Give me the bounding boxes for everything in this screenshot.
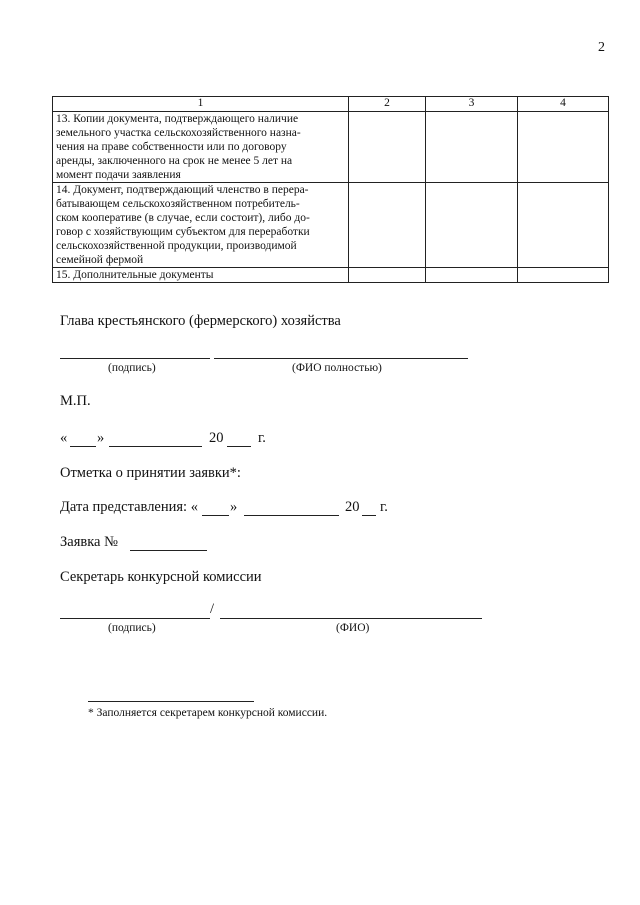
table-cell-empty[interactable] — [349, 183, 426, 268]
secretary-signature-caption: (подпись) — [108, 622, 156, 634]
table-cell-empty[interactable] — [349, 112, 426, 183]
column-header-4: 4 — [518, 97, 609, 112]
secretary-separator: / — [210, 601, 215, 617]
submission-month-field[interactable] — [244, 515, 339, 516]
application-number-label: Заявка № — [60, 534, 118, 550]
submission-day-field[interactable] — [202, 515, 229, 516]
table-cell-empty[interactable] — [518, 268, 609, 283]
head-title: Глава крестьянского (фермерского) хозяйства — [60, 313, 341, 329]
submission-date-label: Дата представления: « — [60, 499, 198, 515]
head-signature-line[interactable] — [60, 358, 210, 359]
head-name-line[interactable] — [214, 358, 468, 359]
date-open-quote: « — [60, 430, 68, 446]
table-header-row — [53, 97, 609, 112]
footnote: * Заполняется секретарем конкурсной комиссии. — [88, 707, 328, 719]
secretary-name-caption: (ФИО) — [336, 622, 370, 634]
submission-year-field[interactable] — [362, 515, 376, 516]
column-header-3: 3 — [426, 97, 518, 112]
stamp-label: М.П. — [60, 393, 91, 409]
secretary-title: Секретарь конкурсной комиссии — [60, 569, 262, 585]
table-row — [53, 112, 609, 183]
document-item-14 — [53, 183, 349, 268]
table-row-line: земельного участка сельскохозяйственного назна- — [56, 127, 301, 139]
submission-year-prefix: 20 — [345, 499, 360, 515]
secretary-signature-line[interactable] — [60, 618, 210, 619]
date-day-field[interactable] — [70, 446, 96, 447]
table-cell-empty[interactable] — [518, 112, 609, 183]
table-cell-empty[interactable] — [426, 183, 518, 268]
table-row-line: батывающем сельскохозяйственном потребитель- — [56, 198, 300, 210]
submission-close-quote: » — [230, 499, 238, 515]
table-row-line: аренды, заключенного на срок не менее 5 лет на — [56, 155, 293, 167]
head-name-caption: (ФИО полностью) — [292, 362, 382, 374]
table-row-line: 13. Копии документа, подтверждающего наличие — [56, 113, 299, 125]
table-row-line: ском кооперативе (в случае, если состоит), либо до- — [56, 212, 310, 224]
table-row-line: чения на праве собственности или по договору — [56, 141, 287, 153]
date-month-field[interactable] — [109, 446, 202, 447]
date-year-suffix: г. — [258, 430, 266, 446]
document-item-13 — [53, 112, 349, 183]
date-year-field[interactable] — [227, 446, 251, 447]
date-close-quote: » — [97, 430, 105, 446]
table-cell-empty[interactable] — [518, 183, 609, 268]
document-item-15 — [53, 268, 349, 283]
table-cell-empty[interactable] — [426, 112, 518, 183]
table-row-line: 14. Документ, подтверждающий членство в перера- — [56, 184, 309, 196]
table-row-line: семейной фермой — [56, 254, 144, 266]
table-row-line: говор с хозяйствующим субъектом для переработки — [56, 226, 310, 238]
table-row-line: сельскохозяйственной продукции, производимой — [56, 240, 297, 252]
secretary-name-line[interactable] — [220, 618, 482, 619]
documents-table — [52, 96, 609, 283]
submission-year-suffix: г. — [380, 499, 388, 515]
table-row — [53, 183, 609, 268]
column-header-2: 2 — [349, 97, 426, 112]
table-row — [53, 268, 609, 283]
application-number-field[interactable] — [130, 550, 207, 551]
table-row-line: 15. Дополнительные документы — [56, 269, 214, 281]
footnote-separator — [88, 701, 254, 702]
table-row-line: момент подачи заявления — [56, 169, 181, 181]
table-cell-empty[interactable] — [349, 268, 426, 283]
column-header-1: 1 — [53, 97, 349, 112]
date-year-prefix: 20 — [209, 430, 224, 446]
acceptance-heading: Отметка о принятии заявки*: — [60, 465, 241, 481]
page-number: 2 — [598, 40, 605, 55]
table-cell-empty[interactable] — [426, 268, 518, 283]
head-signature-caption: (подпись) — [108, 362, 156, 374]
